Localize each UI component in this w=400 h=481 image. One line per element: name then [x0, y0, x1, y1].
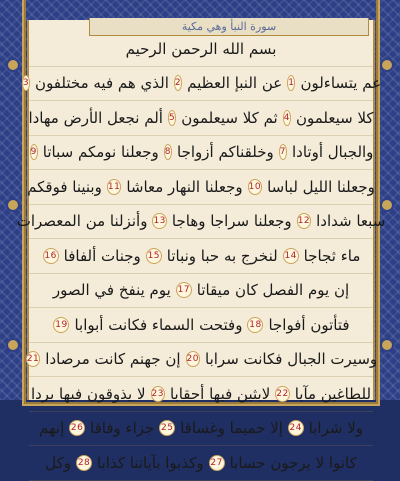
basmala-text: بسم الله الرحمن الرحيم: [125, 39, 277, 58]
verse-line: [29, 136, 373, 171]
ayah-number-marker: 16: [43, 248, 59, 264]
left-border-medallion: [8, 340, 18, 350]
verse-text: إن جهنم كانت مرصادا: [45, 350, 181, 369]
ayah-number-marker: 13: [152, 213, 166, 229]
left-border-medallion: [8, 60, 18, 70]
verse-text: فتأتون أفواجا: [268, 315, 350, 334]
verse-text: وجنات ألفافا: [63, 246, 141, 265]
ayah-number-marker: 8: [164, 144, 172, 160]
basmala-line: [29, 32, 373, 67]
ayah-number-marker: 14: [283, 248, 299, 264]
ayah-number-marker: 2: [174, 75, 182, 91]
verse-text: جزاء وفاقا: [90, 419, 155, 438]
verse-text: عن النبإ العظيم: [187, 74, 283, 93]
ayah-number-marker: 12: [297, 213, 311, 229]
ayah-number-marker: 11: [107, 179, 121, 195]
verse-line: [16, 205, 386, 240]
verse-text: ثم كلا سيعلمون: [181, 108, 278, 127]
verse-text: يوم ينفخ في الصور: [52, 281, 171, 300]
verse-text: وبنينا فوقكم: [27, 177, 102, 196]
verse-text: كانوا لا يرجون حسابا: [229, 453, 357, 472]
verse-text: وفتحت السماء فكانت أبوابا: [74, 315, 243, 334]
verse-text: وجعلنا سراجا وهاجا: [171, 212, 292, 231]
verse-text: وجعلنا النهار معاشا: [126, 177, 243, 196]
verse-text: وكذبوا بآياتنا كذابا: [97, 453, 204, 472]
verse-text: وخلقناكم أزواجا: [177, 143, 274, 162]
verse-line: [22, 67, 382, 102]
ayah-number-marker: 25: [159, 420, 175, 436]
verse-text: كلا سيعلمون: [295, 108, 374, 127]
verse-line: [29, 446, 373, 481]
ayah-number-marker: 4: [283, 110, 291, 126]
verse-line: [29, 101, 373, 136]
verse-lines: [16, 32, 386, 481]
verse-line: [29, 412, 373, 447]
verse-text: وأنزلنا من المعصرات: [16, 212, 148, 231]
ayah-number-marker: 18: [247, 317, 263, 333]
verse-text: إلا حميما وغساقا: [180, 419, 283, 438]
ayah-number-marker: 7: [279, 144, 287, 160]
verse-text: إنهم: [39, 419, 65, 438]
verse-text: ألم نجعل الأرض مهادا: [28, 108, 163, 127]
ayah-number-marker: 1: [287, 75, 295, 91]
verse-text: ولا شرابا: [308, 419, 363, 438]
ayah-number-marker: 10: [248, 179, 262, 195]
verse-text: عم يتساءلون: [300, 74, 382, 93]
ayah-number-marker: 26: [69, 420, 85, 436]
ayah-number-marker: 20: [186, 351, 200, 367]
verse-text: للطاغين مآبا: [294, 384, 372, 403]
left-border-medallion: [8, 200, 18, 210]
right-border-medallion: [382, 200, 392, 210]
ayah-number-marker: 17: [176, 282, 192, 298]
verse-text: إن يوم الفصل كان ميقاتا: [196, 281, 350, 300]
ayah-number-marker: 9: [30, 144, 38, 160]
verse-text: لنخرج به حبا ونباتا: [166, 246, 278, 265]
right-border-medallion: [382, 60, 392, 70]
ayah-number-marker: 21: [26, 351, 40, 367]
page-text-area: [16, 20, 386, 472]
verse-text: الذي هم فيه مختلفون: [35, 74, 169, 93]
surah-title: سورة النبأ وهي مكية: [181, 20, 277, 33]
verse-text: ماء ثجاجا: [303, 246, 361, 265]
right-border-medallion: [382, 340, 392, 350]
verse-line: [29, 274, 373, 309]
verse-text: وجعلنا الليل لباسا: [267, 177, 375, 196]
verse-line: [29, 377, 373, 412]
ayah-number-marker: 22: [275, 386, 289, 402]
verse-line: [29, 170, 373, 205]
ayah-number-marker: 5: [168, 110, 176, 126]
ayah-number-marker: 24: [288, 420, 304, 436]
ayah-number-marker: 27: [209, 455, 225, 471]
verse-text: لابثين فيها أحقابا: [169, 384, 271, 403]
verse-line: [29, 239, 373, 274]
ayah-number-marker: 3: [22, 75, 30, 91]
ayah-number-marker: 15: [146, 248, 162, 264]
ayah-number-marker: 23: [151, 386, 165, 402]
verse-line: [29, 308, 373, 343]
verse-text: وكل: [45, 453, 72, 472]
verse-text: سبعا شدادا: [316, 212, 386, 231]
ayah-number-marker: 28: [76, 455, 92, 471]
verse-text: وجعلنا نومكم سباتا: [42, 143, 159, 162]
verse-text: وسيرت الجبال فكانت سرابا: [205, 350, 378, 369]
ayah-number-marker: 19: [53, 317, 69, 333]
verse-line: [26, 343, 378, 378]
verse-text: لا يذوقون فيها بردا: [30, 384, 146, 403]
verse-text: والجبال أوتادا: [292, 143, 374, 162]
